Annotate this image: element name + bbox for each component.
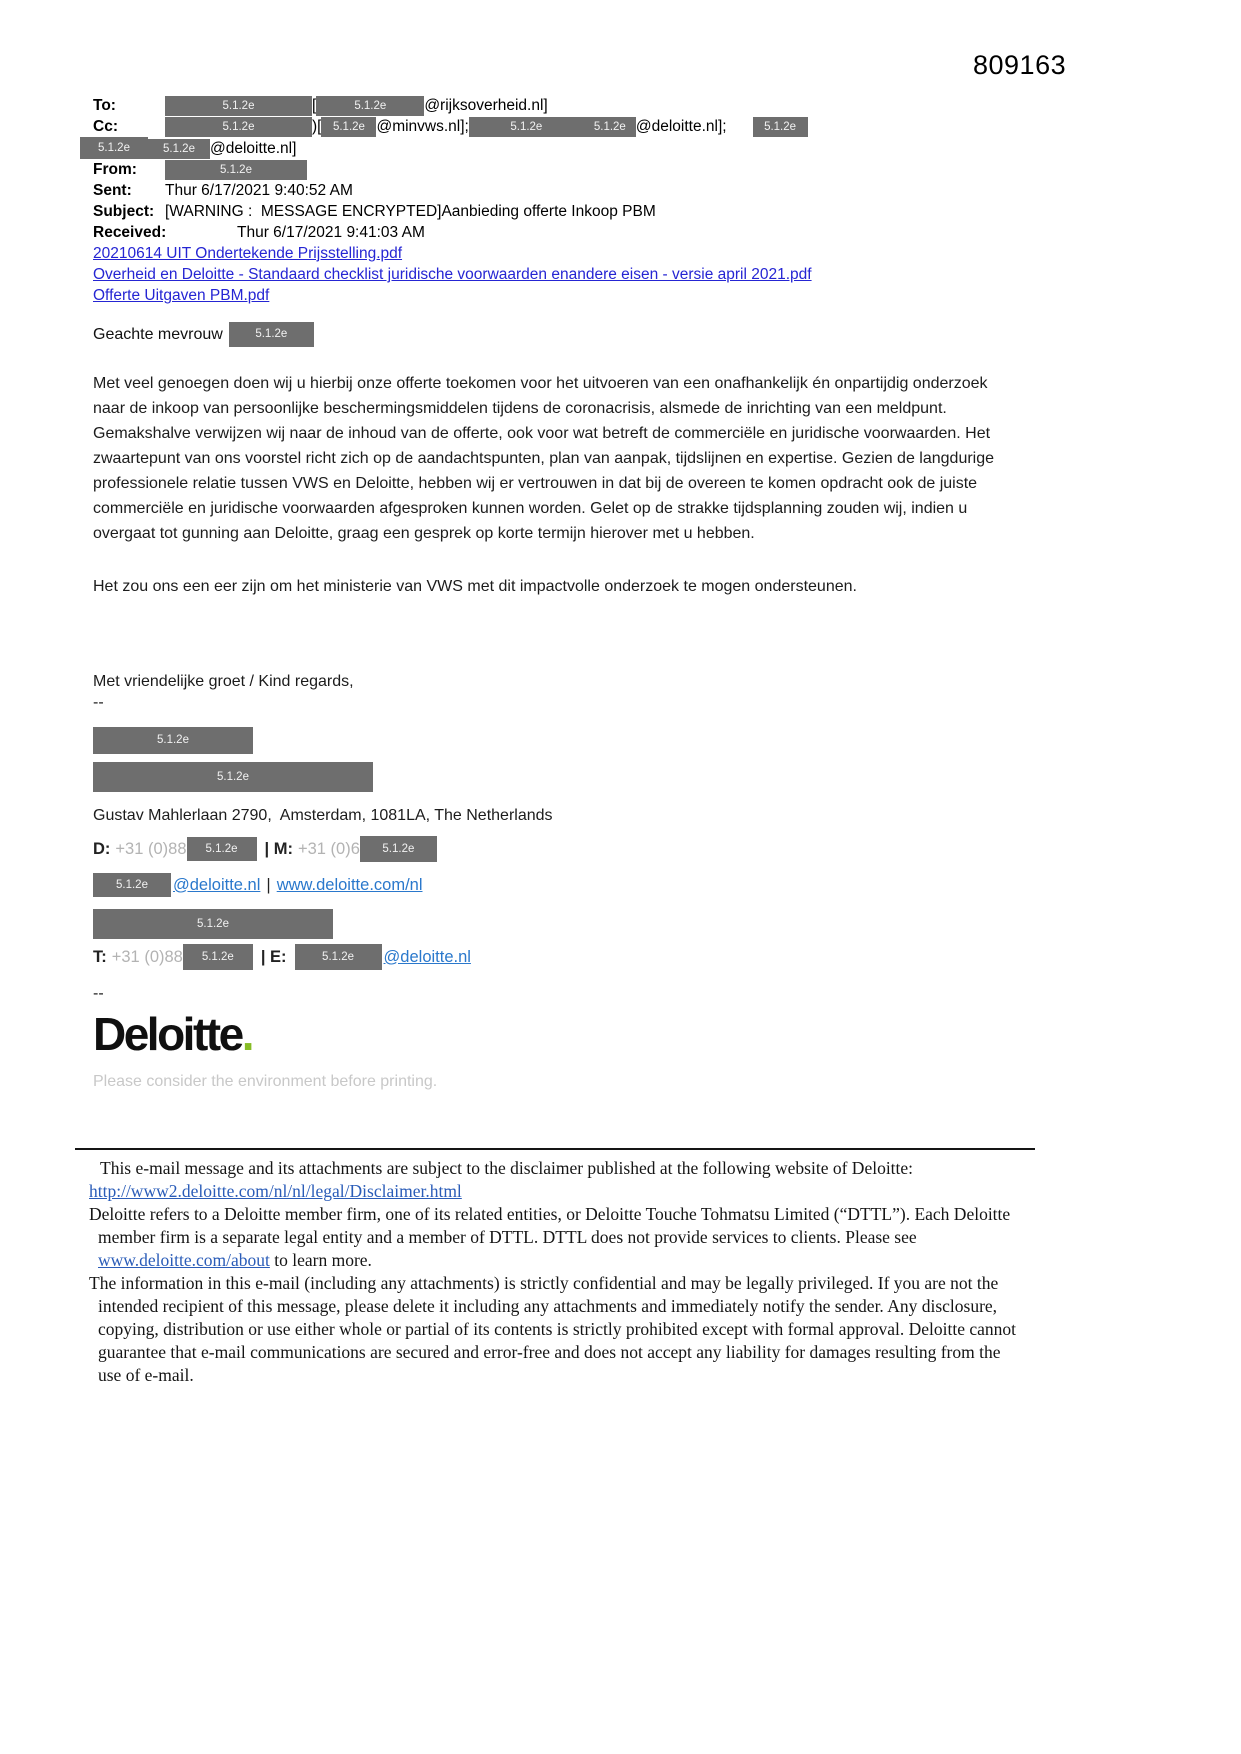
attachment-link[interactable]: Offerte Uitgaven PBM.pdf — [93, 287, 270, 304]
header-row-to — [93, 95, 1033, 116]
disclaimer-url-link[interactable]: http://www2.deloitte.com/nl/nl/legal/Disclaimer.html — [89, 1181, 462, 1201]
redaction-box: 5.1.2e — [469, 117, 584, 137]
body-paragraph-2: Het zou ons een eer zijn om het ministerie van VWS met dit impactvolle onderzoek te mogen ondersteunen. — [93, 578, 857, 595]
disclaimer-para-1 — [89, 1157, 1019, 1203]
subject-value: [WARNING : MESSAGE ENCRYPTED]Aanbieding offerte Inkoop PBM — [165, 203, 656, 220]
disclaimer-para-2-tail: to learn more. — [269, 1250, 372, 1270]
pipe-separator: | — [266, 875, 271, 894]
telephone-prefix: +31 (0)88 — [111, 947, 183, 966]
attachment-link[interactable]: 20210614 UIT Ondertekende Prijsstelling.pdf — [93, 245, 403, 262]
header-row-received — [93, 222, 1033, 243]
redaction-box: 5.1.2e — [93, 909, 333, 939]
header-row-from — [93, 159, 1033, 180]
redaction-box: 5.1.2e — [165, 117, 312, 137]
received-value: Thur 6/17/2021 9:41:03 AM — [237, 224, 425, 241]
header-row-subject — [93, 201, 1033, 222]
direct-mobile-phone-line — [93, 836, 1033, 862]
website-link[interactable]: www.deloitte.com/nl — [276, 875, 423, 894]
cc-cont-domain: @deloitte.nl] — [210, 140, 297, 157]
signature-separator: -- — [93, 694, 104, 711]
email-website-line — [93, 873, 1033, 897]
direct-phone-label: D: — [93, 839, 111, 858]
attachment-item — [93, 243, 1033, 264]
disclaimer-line-1: This e-mail message and its attachments are subject to the disclaimer published at the following website of Deloitte: — [100, 1158, 914, 1178]
redaction-box: 5.1.2e — [753, 117, 808, 137]
mobile-phone-prefix: +31 (0)6 — [297, 839, 360, 858]
from-label: From: — [93, 161, 137, 178]
to-domain: @rijksoverheid.nl] — [424, 97, 548, 114]
environment-note: Please consider the environment before printing. — [93, 1073, 438, 1090]
header-row-sent — [93, 180, 1033, 201]
cc-label: Cc: — [93, 118, 118, 135]
redaction-box: 5.1.2e — [360, 836, 437, 862]
direct-phone-prefix: +31 (0)88 — [115, 839, 187, 858]
redaction-box: 5.1.2e — [295, 944, 382, 970]
received-label: Received: — [93, 224, 167, 241]
redaction-box: 5.1.2e — [187, 837, 257, 861]
to-label: To: — [93, 97, 116, 114]
deloitte-logo-green-dot: . — [241, 1008, 255, 1060]
signature-email-link[interactable]: @deloitte.nl — [173, 875, 261, 894]
redaction-box: 5.1.2e — [321, 117, 376, 137]
cc-bracket: )[ — [312, 118, 322, 135]
redaction-box: 5.1.2e — [148, 139, 210, 159]
redaction-box: 5.1.2e — [165, 96, 312, 116]
header-row-cc-continued — [80, 137, 1033, 159]
cc-domain-minvws: @minvws.nl]; — [376, 118, 469, 135]
sent-value: Thur 6/17/2021 9:40:52 AM — [165, 182, 353, 199]
redaction-box: 5.1.2e — [584, 117, 636, 137]
signature-separator-2: -- — [93, 985, 104, 1002]
disclaimer-section — [75, 1148, 1035, 1387]
document-number: 809163 — [973, 50, 1067, 80]
cc-domain-deloitte: @deloitte.nl]; — [635, 118, 727, 135]
attachment-list — [93, 243, 1033, 306]
redaction-box: 5.1.2e — [93, 873, 171, 897]
email-label: | E: — [260, 947, 287, 966]
email-content — [93, 95, 1033, 1092]
redaction-box: 5.1.2e — [316, 96, 424, 116]
deloitte-logo — [93, 1009, 1033, 1059]
disclaimer-para-3: The information in this e-mail (including any attachments) is strictly confidential and may be legally privileged. If you are not the intended recipient of this message, please delete it including any attachments and immediately notify the sender. Any disclosure, copying, distribution or use either whole or partial of its contents is strictly prohibited except with formal approval. Deloitte cannot guarantee that e-mail communications are secured and error-free and does not accept any liability for damages resulting from the use of e-mail. — [89, 1273, 1017, 1385]
signature-email-link-2[interactable]: @deloitte.nl — [383, 947, 471, 966]
sent-label: Sent: — [93, 182, 132, 199]
telephone-label: T: — [93, 947, 107, 966]
deloitte-logo-text: Deloitte — [93, 1008, 242, 1060]
greeting-line — [93, 322, 1033, 347]
disclaimer-para-2-text: Deloitte refers to a Deloitte member firm, one of its related entities, or Deloitte Touche Tohmatsu Limited (“DTTL”). Each Deloitte member firm is a separate legal entity and a member of DTTL. DTTL does not provide services to clients. Please see — [89, 1204, 1011, 1247]
disclaimer-para-2 — [89, 1203, 1019, 1272]
subject-label: Subject: — [93, 203, 155, 220]
email-header-block — [93, 95, 1033, 243]
redaction-box: 5.1.2e — [93, 727, 253, 754]
header-row-cc — [93, 116, 1033, 137]
signature-address: Gustav Mahlerlaan 2790, Amsterdam, 1081LA, The Netherlands — [93, 807, 553, 824]
closing-line: Met vriendelijke groet / Kind regards, — [93, 673, 354, 690]
attachment-link[interactable]: Overheid en Deloitte - Standaard checklist juridische voorwaarden enandere eisen - versie april 2021.pdf — [93, 266, 812, 283]
greeting-text: Geachte mevrouw — [93, 325, 223, 343]
disclaimer-body — [89, 1157, 1019, 1387]
redaction-box: 5.1.2e — [229, 322, 314, 347]
redaction-box: 5.1.2e — [80, 137, 148, 159]
to-bracket: [ — [312, 97, 317, 114]
disclaimer-divider — [75, 1148, 1035, 1150]
redaction-box: 5.1.2e — [183, 944, 253, 970]
attachment-item — [93, 264, 1033, 285]
redaction-box: 5.1.2e — [165, 160, 307, 180]
redaction-box: 5.1.2e — [93, 762, 373, 792]
disclaimer-about-link[interactable]: www.deloitte.com/about — [98, 1250, 270, 1270]
phone-email-line — [93, 944, 1033, 970]
body-paragraph-1: Met veel genoegen doen wij u hierbij onze offerte toekomen voor het uitvoeren van een onafhankelijk én onpartijdig onderzoek naar de inkoop van persoonlijke beschermingsmiddelen tijdens de coronacrisis, alsmede de inrichting van een meldpunt. Gemakshalve verwijzen wij naar de inhoud van de offerte, ook voor wat betreft de commerciële en juridische voorwaarden. Het zwaartepunt van ons voorstel richt zich op de aandachtspunten, plan van aanpak, tijdslijnen en expertise. Gezien de langdurige professionele relatie tussen VWS en Deloitte, hebben wij er vertrouwen in dat bij de overeen te komen opdracht ook de juiste commerciële en juridische voorwaarden afgesproken kunnen worden. Gelet op de strakke tijdsplanning zouden wij, indien u overgaat tot gunning aan Deloitte, graag een gesprek op korte termijn hierover met u hebben. — [93, 375, 995, 542]
attachment-item — [93, 285, 1033, 306]
mobile-phone-label: | M: — [264, 839, 293, 858]
